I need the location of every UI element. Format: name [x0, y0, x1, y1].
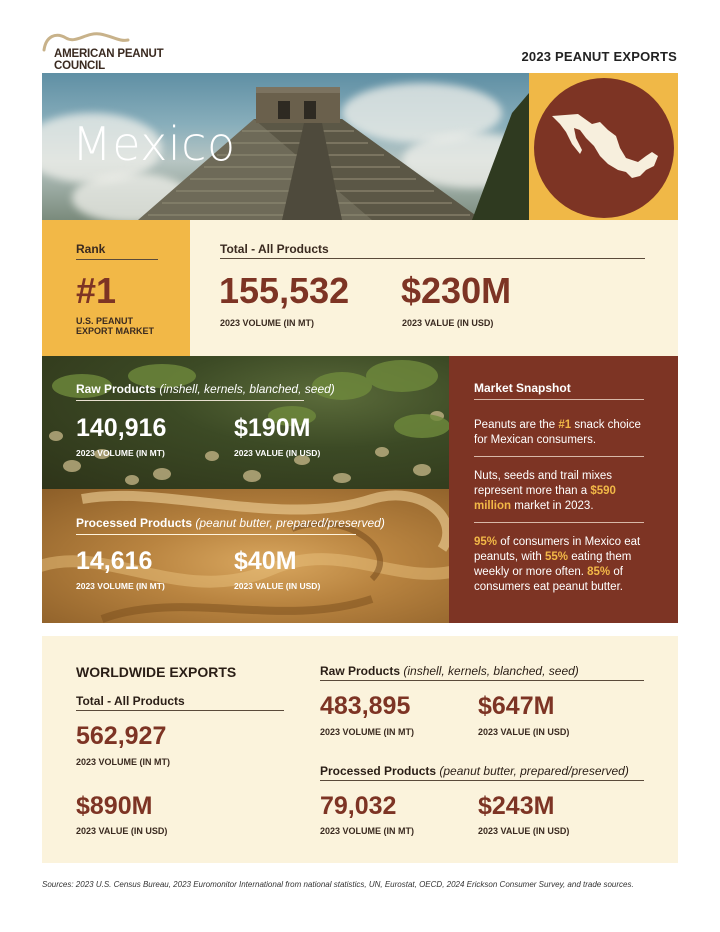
processed-volume-caption: 2023 VOLUME (IN MT) [76, 581, 165, 591]
divider [320, 680, 644, 681]
document-title: 2023 PEANUT EXPORTS [521, 49, 677, 64]
total-volume-caption: 2023 VOLUME (IN MT) [220, 318, 315, 328]
raw-products-label [76, 382, 335, 396]
worldwide-total-label: Total - All Products [76, 694, 185, 708]
snapshot-fact-2: Nuts, seeds and trail mixes represent more than a $590 million market in 2023. [474, 470, 616, 512]
divider [474, 399, 644, 400]
worldwide-processed-volume: 79,032 [320, 792, 397, 820]
snapshot-fact-1: Peanuts are the #1 snack choice for Mexican consumers. [474, 419, 641, 446]
apc-logo [42, 30, 212, 70]
divider [76, 259, 158, 260]
worldwide-total-value: $890M [76, 792, 153, 820]
divider [76, 710, 284, 711]
processed-volume: 14,616 [76, 547, 153, 575]
worldwide-raw-volume-caption: 2023 VOLUME (IN MT) [320, 727, 415, 737]
divider [320, 780, 644, 781]
rank-value: #1 [76, 270, 117, 311]
divider [220, 258, 645, 259]
divider [474, 456, 644, 457]
worldwide-total-volume: 562,927 [76, 722, 167, 750]
logo-text: AMERICAN PEANUT COUNCIL [54, 48, 164, 72]
processed-label-note: (peanut butter, prepared/preserved) [195, 516, 385, 530]
total-volume: 155,532 [219, 270, 350, 311]
raw-value-caption: 2023 VALUE (IN USD) [234, 448, 321, 458]
total-value: $230M [401, 270, 512, 311]
processed-value-caption: 2023 VALUE (IN USD) [234, 581, 321, 591]
processed-value: $40M [234, 547, 297, 575]
country-title: Mexico [72, 117, 236, 171]
worldwide-raw-label: Raw Products (inshell, kernels, blanched, seed) [320, 664, 579, 678]
worldwide-title: WORLDWIDE EXPORTS [76, 664, 237, 680]
worldwide-processed-label: Processed Products (peanut butter, prepared/preserved) [320, 764, 629, 778]
worldwide-total-volume-caption: 2023 VOLUME (IN MT) [76, 757, 171, 767]
raw-value: $190M [234, 414, 311, 442]
rank-caption-1: U.S. PEANUT [76, 316, 134, 326]
worldwide-raw-volume: 483,895 [320, 692, 411, 720]
processed-products-label [76, 516, 385, 530]
worldwide-processed-value-caption: 2023 VALUE (IN USD) [478, 826, 570, 836]
snapshot-title: Market Snapshot [474, 381, 571, 395]
mexico-map-icon [534, 78, 674, 218]
divider [76, 534, 356, 535]
sources-footnote: Sources: 2023 U.S. Census Bureau, 2023 Euromonitor International from national statistics, UN, Eurostat, OECD, 2024 Erickson Consumer Survey, and trade sources. [42, 880, 634, 889]
rank-label: Rank [76, 242, 106, 256]
worldwide-total-value-caption: 2023 VALUE (IN USD) [76, 826, 168, 836]
raw-label-text: Raw Products [76, 382, 157, 396]
worldwide-raw-value: $647M [478, 692, 555, 720]
map-circle [534, 78, 674, 218]
worldwide-processed-volume-caption: 2023 VOLUME (IN MT) [320, 826, 415, 836]
worldwide-processed-value: $243M [478, 792, 555, 820]
processed-label-text: Processed Products [76, 516, 193, 530]
divider [76, 400, 304, 401]
raw-volume-caption: 2023 VOLUME (IN MT) [76, 448, 165, 458]
raw-volume: 140,916 [76, 414, 167, 442]
rank-caption-2: EXPORT MARKET [76, 326, 155, 336]
divider [474, 522, 644, 523]
snapshot-fact-3: 95% of consumers in Mexico eat peanuts, with 55% eating them weekly or more often. 85% of consumers eat peanut butter. [474, 536, 641, 593]
total-value-caption: 2023 VALUE (IN USD) [402, 318, 494, 328]
total-label: Total - All Products [220, 242, 329, 256]
worldwide-raw-value-caption: 2023 VALUE (IN USD) [478, 727, 570, 737]
raw-label-note: (inshell, kernels, blanched, seed) [159, 382, 335, 396]
